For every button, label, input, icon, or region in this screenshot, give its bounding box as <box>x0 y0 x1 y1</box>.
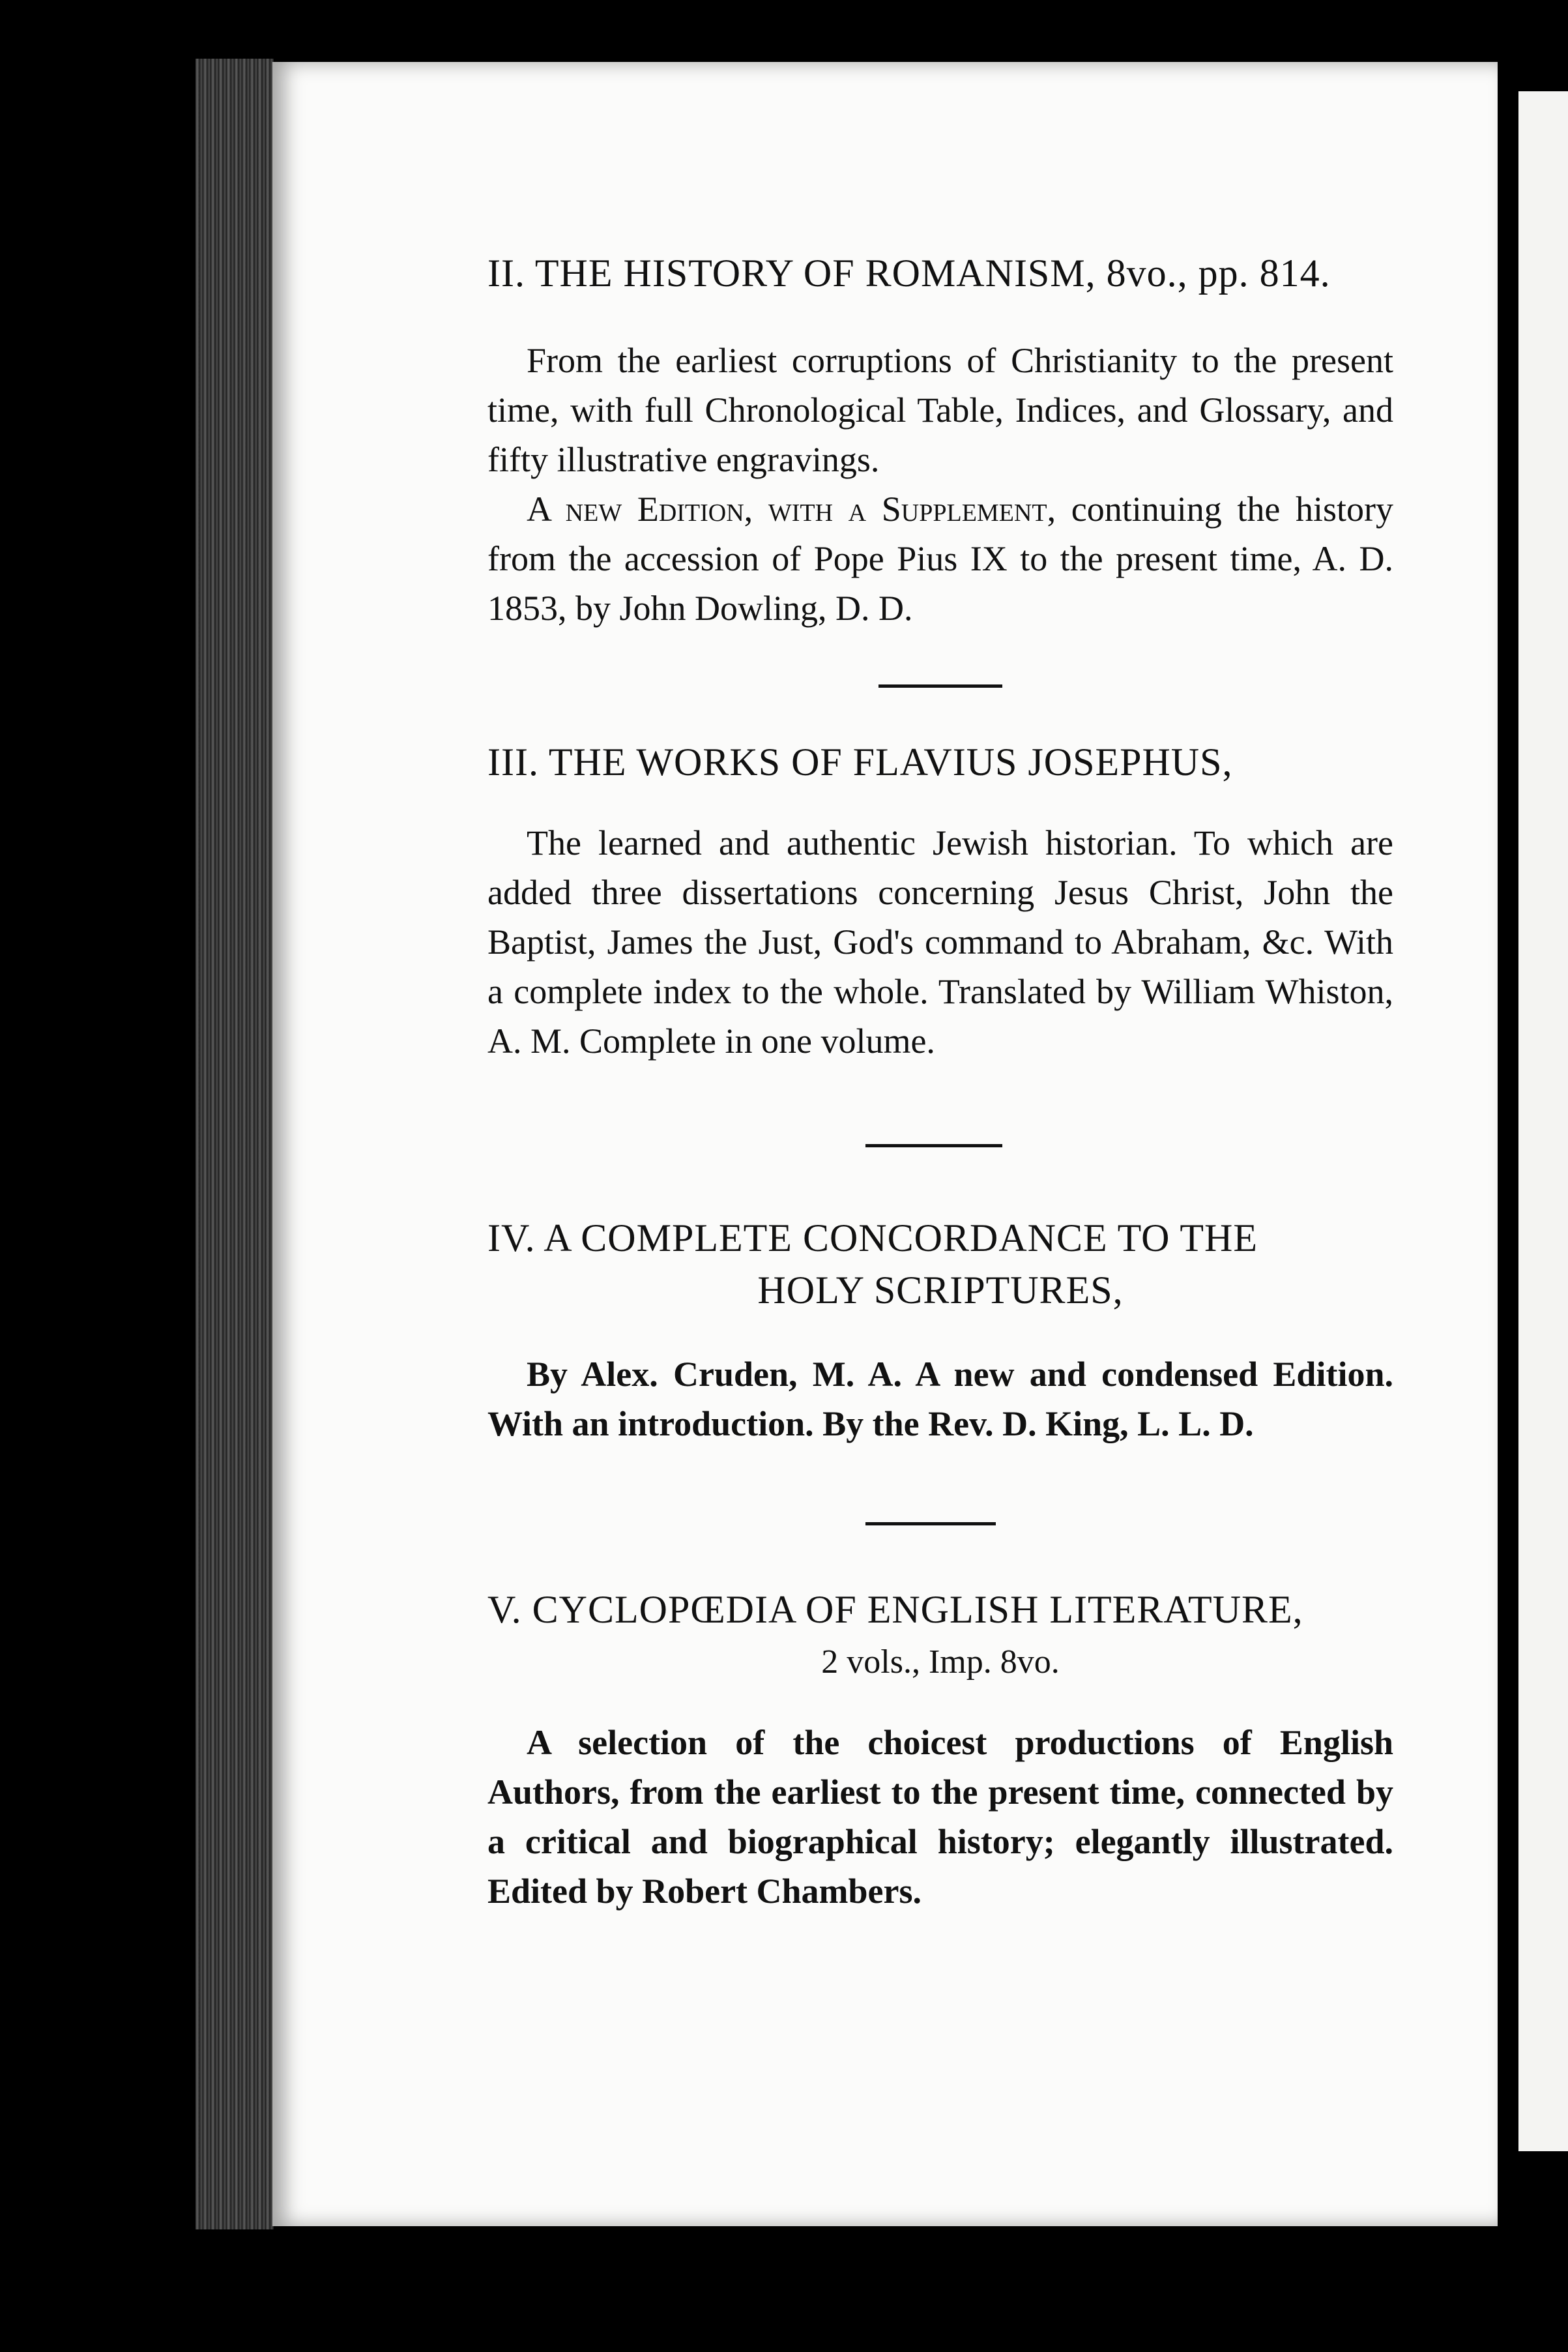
section-heading-concordance-line2: HOLY SCRIPTURES, <box>757 1269 1124 1312</box>
section-subheading: 2 vols., Imp. 8vo. <box>821 1643 1060 1681</box>
edition-text: continuing the history from the accession of Pope Pius IX to the present time, A. D. 1853, by John Dowling, D. D. <box>487 490 1394 628</box>
heading-text: II. THE HISTORY OF ROMANISM, <box>487 252 1096 295</box>
section-heading-concordance: IV. A COMPLETE CONCORDANCE TO THE <box>487 1216 1258 1259</box>
book-page <box>272 62 1498 2226</box>
section-divider <box>865 1144 1002 1147</box>
edition-lead: A new Edition, with a Supplement, <box>527 490 1056 529</box>
section-paragraph: The learned and authentic Jewish historian. To which are added three dissertations concerning Jesus Christ, John the Baptist, James the Just, God's command to Abraham, &c. With a complete index to the whole. Translated by William Whiston, A. M. Complete in one volume. <box>487 823 1393 1061</box>
book-spine-edge <box>196 59 274 2229</box>
heading-format: 8vo., pp. 814. <box>1096 252 1331 295</box>
section-heading-cyclopaedia: V. CYCLOPŒDIA OF ENGLISH LITERATURE, <box>487 1588 1303 1631</box>
section-paragraph-supplement <box>487 484 1393 633</box>
section-divider <box>878 684 1002 688</box>
section-divider <box>865 1522 996 1525</box>
section-paragraph: A selection of the choicest productions of English Authors, from the earliest to the present time, connected by a critical and biographical history; elegantly illustrated. Edited by Robert Chambers. <box>487 1723 1393 1911</box>
section-heading-josephus: III. THE WORKS OF FLAVIUS JOSEPHUS, <box>487 741 1233 784</box>
facing-page-edge <box>1518 91 1568 2151</box>
section-paragraph: By Alex. Cruden, M. A. A new and condensed Edition. With an introduction. By the Rev. D. King, L. L. D. <box>487 1355 1393 1443</box>
section-paragraph: From the earliest corruptions of Christianity to the present time, with full Chronological Table, Indices, and Glossary, and fifty illustrative engravings. <box>487 341 1393 479</box>
section-heading-history-of-romanism <box>487 251 1393 296</box>
